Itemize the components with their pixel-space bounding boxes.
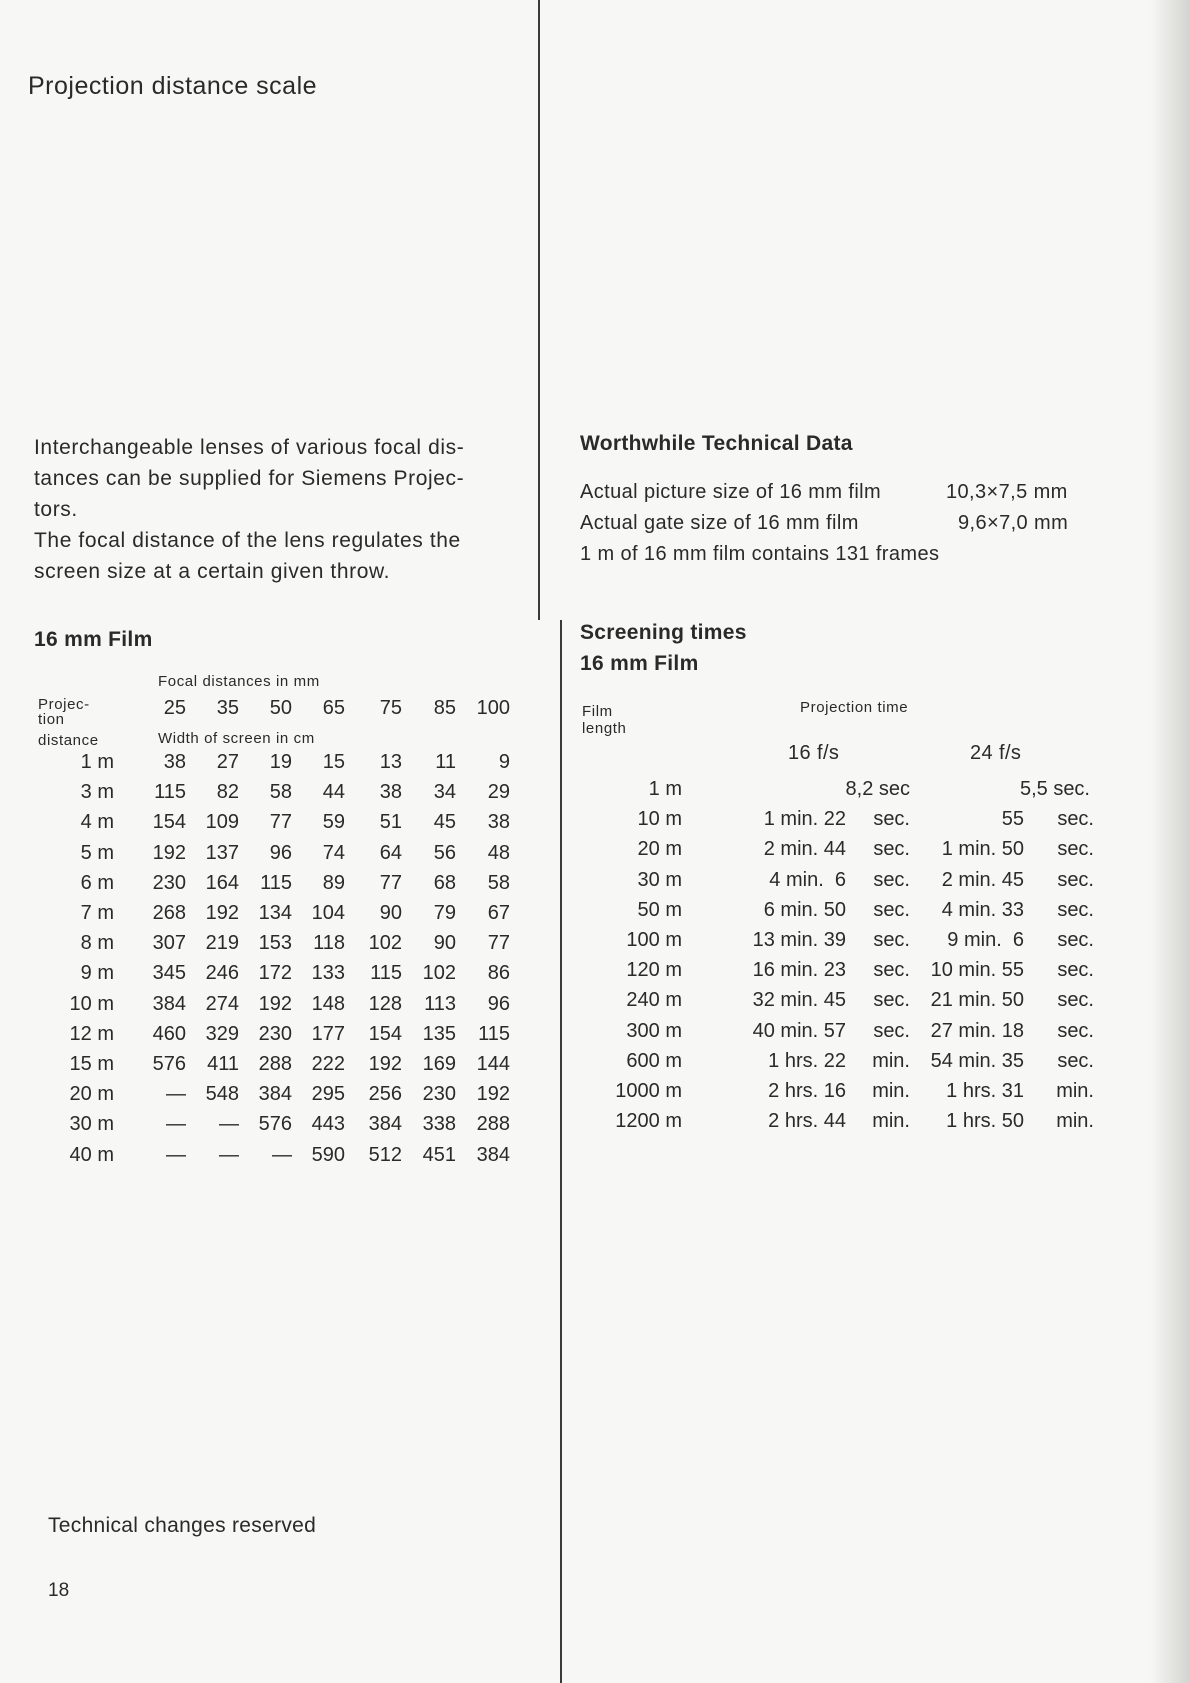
film-length-label-line: Film — [582, 703, 613, 720]
focal-length: 65 — [322, 697, 345, 719]
projection-distance: 30 m — [69, 1113, 114, 1136]
distance-label-line: distance — [38, 732, 99, 749]
film-table-row — [0, 1144, 530, 1174]
screen-width-cell: — — [166, 1143, 186, 1166]
screen-width-cell: 230 — [258, 1022, 292, 1045]
focal-length: 75 — [379, 697, 402, 719]
screen-width-cell: 576 — [152, 1053, 186, 1075]
focal-length: 85 — [433, 697, 456, 719]
screen-width-cell: 192 — [476, 1083, 510, 1106]
screen-width-label: Width of screen in cm — [158, 730, 315, 747]
unit-16fs: sec. — [873, 929, 910, 951]
screen-width-cell: 90 — [433, 932, 456, 955]
intro-line: tors. — [34, 498, 78, 521]
screen-width-cell: 169 — [422, 1053, 456, 1075]
screen-width-cell: 77 — [487, 932, 510, 955]
screen-width-cell: 512 — [368, 1143, 402, 1166]
screen-width-cell: 13 — [379, 751, 402, 773]
projection-time-label: Projection time — [800, 699, 909, 716]
screen-width-cell: 134 — [258, 902, 292, 924]
screening-heading: Screening times — [580, 621, 747, 644]
screen-width-cell: 51 — [379, 811, 402, 834]
screen-width-cell: 15 — [322, 751, 345, 773]
unit-24fs: sec. — [1057, 929, 1094, 951]
unit-16fs: sec. — [873, 838, 910, 861]
screen-width-cell: 338 — [422, 1113, 456, 1136]
screening-subheading: 16 mm Film — [580, 652, 699, 675]
screen-width-cell: — — [166, 1113, 186, 1136]
time-16fs: 13 min. 39 — [752, 929, 846, 951]
screen-width-cell: 9 — [498, 751, 510, 773]
tech-line-label: 1 m of 16 mm film contains 131 frames — [580, 543, 940, 565]
projection-distance: 3 m — [80, 781, 114, 804]
time-24fs: 1 hrs. 50 — [946, 1110, 1024, 1133]
screen-width-cell: 230 — [152, 871, 186, 894]
screen-width-cell: 153 — [258, 932, 292, 955]
screen-width-cell: 246 — [205, 962, 239, 985]
unit-16fs: min. — [872, 1049, 910, 1072]
film-length: 100 m — [626, 929, 682, 951]
time-16fs: 40 min. 57 — [752, 1019, 846, 1042]
screen-width-cell: 68 — [433, 871, 456, 894]
unit-24fs: sec. — [1057, 1019, 1094, 1042]
film-length: 20 m — [637, 838, 682, 861]
time-16fs: 1 min. 22 — [763, 808, 846, 831]
screen-width-cell: 451 — [422, 1143, 456, 1166]
screening-row — [0, 808, 1110, 838]
film-length: 300 m — [626, 1019, 682, 1042]
unit-16fs: sec. — [873, 989, 910, 1012]
screen-width-cell: 118 — [313, 932, 345, 955]
screen-width-cell: 384 — [152, 992, 186, 1015]
screen-width-cell: 67 — [487, 902, 510, 924]
screen-width-cell: 144 — [476, 1053, 510, 1075]
intro-paragraph — [34, 432, 514, 587]
screen-width-cell: 256 — [368, 1083, 402, 1106]
time-24fs: 54 min. 35 — [930, 1049, 1024, 1072]
screen-width-cell: 443 — [311, 1113, 345, 1136]
projection-distance: 15 m — [69, 1053, 114, 1075]
screen-width-cell: 192 — [205, 902, 239, 924]
screening-row — [0, 989, 1110, 1019]
screening-row — [0, 869, 1110, 899]
time-16fs: 6 min. 50 — [763, 898, 846, 921]
unit-24fs: sec. — [1057, 838, 1094, 861]
screen-width-cell: 104 — [311, 902, 345, 924]
screen-width-cell: 460 — [152, 1022, 186, 1045]
time-16fs: 2 hrs. 44 — [768, 1110, 846, 1133]
intro-line: screen size at a certain given throw. — [34, 560, 391, 583]
projection-distance: 1 m — [80, 751, 114, 773]
screen-width-cell: 295 — [311, 1083, 345, 1106]
time-24fs: 2 min. 45 — [941, 868, 1024, 891]
screen-width-cell: 345 — [152, 962, 186, 985]
time-16fs: 8,2 sec — [845, 778, 910, 800]
page-edge-shadow — [1150, 0, 1190, 1683]
screen-width-cell: 384 — [258, 1083, 292, 1106]
time-16fs: 2 min. 44 — [763, 838, 846, 861]
time-24fs: 5,5 sec. — [1019, 778, 1090, 800]
film-length: 240 m — [626, 989, 682, 1012]
screening-row — [0, 778, 1110, 808]
time-24fs: 4 min. 33 — [941, 898, 1024, 921]
focal-length: 50 — [269, 697, 292, 719]
screen-width-cell: 96 — [269, 841, 292, 864]
screen-width-cell: 219 — [205, 932, 239, 955]
tech-line-value: 10,3×7,5 mm — [946, 481, 1068, 503]
page-number: 18 — [48, 1580, 70, 1601]
time-24fs: 55 — [1001, 808, 1024, 831]
screen-width-cell: 164 — [205, 871, 239, 894]
projection-distance: 12 m — [69, 1022, 114, 1045]
time-24fs: 1 hrs. 31 — [946, 1080, 1024, 1102]
focal-distances-label: Focal distances in mm — [158, 673, 320, 690]
screen-width-cell: 38 — [163, 751, 186, 773]
screen-width-cell: 77 — [269, 811, 292, 834]
focal-length: 100 — [476, 697, 510, 719]
screen-width-cell: 38 — [487, 811, 510, 834]
screen-width-cell: 148 — [311, 992, 345, 1015]
unit-24fs: sec. — [1057, 808, 1094, 831]
screen-width-cell: 172 — [258, 962, 292, 985]
screen-width-cell: 411 — [207, 1053, 239, 1075]
screen-width-cell: 230 — [422, 1083, 456, 1106]
screen-width-cell: 137 — [205, 841, 239, 864]
projection-distance: 8 m — [80, 932, 114, 955]
screen-width-cell: 48 — [487, 841, 510, 864]
screen-width-cell: 29 — [487, 781, 510, 804]
time-24fs: 10 min. 55 — [930, 959, 1024, 982]
film-length: 1200 m — [615, 1110, 682, 1133]
projection-distance: 10 m — [69, 992, 114, 1015]
screen-width-cell: 45 — [433, 811, 456, 834]
screen-width-cell: 44 — [322, 781, 345, 804]
focal-length-header-row — [0, 697, 530, 727]
screen-width-cell: 128 — [368, 992, 402, 1015]
intro-line: The focal distance of the lens regulates the — [34, 529, 461, 552]
projection-distance: 4 m — [80, 811, 114, 834]
unit-24fs: sec. — [1057, 898, 1094, 921]
unit-24fs: min. — [1056, 1080, 1094, 1102]
film-length: 1000 m — [615, 1080, 682, 1102]
unit-24fs: sec. — [1057, 959, 1094, 982]
time-16fs: 4 min. 6 — [769, 868, 846, 891]
screen-width-cell: 115 — [260, 871, 292, 894]
screen-width-cell: 192 — [368, 1053, 402, 1075]
screen-width-cell: 222 — [311, 1053, 345, 1075]
time-16fs: 32 min. 45 — [752, 989, 846, 1012]
screen-width-cell: — — [272, 1143, 292, 1166]
film-length: 50 m — [637, 898, 682, 921]
screen-width-cell: 384 — [368, 1113, 402, 1136]
unit-16fs: sec. — [873, 959, 910, 982]
screening-row — [0, 959, 1110, 989]
film-length-label-line: length — [582, 720, 627, 737]
projection-distance: 40 m — [69, 1143, 114, 1166]
screen-width-cell: 135 — [422, 1022, 456, 1045]
projection-distance: 6 m — [80, 871, 114, 894]
time-24fs: 21 min. 50 — [930, 989, 1024, 1012]
screen-width-cell: 590 — [311, 1143, 345, 1166]
unit-16fs: sec. — [873, 868, 910, 891]
focal-length: 25 — [163, 697, 186, 719]
unit-16fs: min. — [872, 1110, 910, 1133]
intro-line: tances can be supplied for Siemens Projec- — [34, 467, 465, 490]
screen-width-cell: 115 — [478, 1022, 510, 1045]
projection-distance: 7 m — [80, 902, 114, 924]
screen-width-cell: 288 — [476, 1113, 510, 1136]
screen-width-cell: 576 — [258, 1113, 292, 1136]
screening-row — [0, 1020, 1110, 1050]
screening-row — [0, 899, 1110, 929]
page-title: Projection distance scale — [28, 72, 318, 100]
film-length: 10 m — [637, 808, 682, 831]
screen-width-cell: 133 — [311, 962, 345, 985]
screen-width-cell: 288 — [258, 1053, 292, 1075]
screen-width-cell: 177 — [311, 1022, 345, 1045]
projection-distance: 9 m — [80, 962, 114, 985]
screen-width-cell: 89 — [322, 871, 345, 894]
time-24fs: 27 min. 18 — [930, 1019, 1024, 1042]
focal-length: 35 — [216, 697, 239, 719]
screen-width-cell: 113 — [424, 992, 456, 1015]
tech-line-value: 9,6×7,0 mm — [958, 512, 1069, 534]
screen-width-cell: 329 — [205, 1022, 239, 1045]
tech-line-label: Actual picture size of 16 mm film — [580, 481, 882, 503]
screening-row — [0, 929, 1110, 959]
screen-width-cell: 59 — [322, 811, 345, 834]
film-table-row — [0, 751, 530, 781]
time-24fs: 1 min. 50 — [941, 838, 1024, 861]
screen-width-cell: 64 — [379, 841, 402, 864]
screen-width-cell: 58 — [487, 871, 510, 894]
screening-row — [0, 1080, 1110, 1110]
screen-width-cell: 56 — [433, 841, 456, 864]
unit-24fs: min. — [1056, 1110, 1094, 1133]
col-16fs-header: 16 f/s — [788, 742, 840, 764]
screening-row — [0, 838, 1110, 868]
screen-width-cell: 90 — [379, 902, 402, 924]
unit-16fs: sec. — [873, 808, 910, 831]
unit-24fs: sec. — [1057, 989, 1094, 1012]
screen-width-cell: 74 — [322, 841, 345, 864]
distance-label-line: Projec- — [38, 696, 90, 713]
column-divider — [538, 0, 540, 620]
unit-16fs: sec. — [873, 898, 910, 921]
screen-width-cell: 86 — [487, 962, 510, 985]
screen-width-cell: — — [219, 1113, 239, 1136]
projection-distance: 5 m — [80, 841, 114, 864]
time-24fs: 9 min. 6 — [947, 929, 1024, 951]
screen-width-cell: 384 — [476, 1143, 510, 1166]
projection-distance: 20 m — [69, 1083, 114, 1106]
screen-width-cell: 34 — [433, 781, 456, 804]
screen-width-cell: 82 — [216, 781, 239, 804]
screen-width-cell: 274 — [205, 992, 239, 1015]
film-length: 600 m — [626, 1049, 682, 1072]
unit-16fs: min. — [872, 1080, 910, 1102]
screen-width-cell: 11 — [435, 751, 456, 773]
screen-width-cell: 268 — [152, 902, 186, 924]
screen-width-cell: 192 — [152, 841, 186, 864]
screen-width-cell: 548 — [205, 1083, 239, 1106]
screen-width-cell: 154 — [368, 1022, 402, 1045]
film-length: 120 m — [626, 959, 682, 982]
screen-width-cell: 38 — [379, 781, 402, 804]
film-table-heading: 16 mm Film — [34, 628, 153, 651]
distance-label-line: tion — [38, 711, 65, 728]
screen-width-cell: 102 — [422, 962, 456, 985]
tech-data-heading: Worthwhile Technical Data — [580, 432, 853, 455]
screen-width-cell: 307 — [152, 932, 186, 955]
screen-width-cell: — — [219, 1143, 239, 1166]
screen-width-cell: 154 — [152, 811, 186, 834]
screen-width-cell: 96 — [487, 992, 510, 1015]
unit-24fs: sec. — [1057, 1049, 1094, 1072]
screen-width-cell: 192 — [258, 992, 292, 1015]
screen-width-cell: 102 — [368, 932, 402, 955]
unit-24fs: sec. — [1057, 868, 1094, 891]
screen-width-cell: — — [166, 1083, 186, 1106]
screen-width-cell: 115 — [154, 781, 186, 804]
footer-note: Technical changes reserved — [48, 1514, 317, 1537]
screen-width-cell: 115 — [370, 962, 402, 985]
screen-width-cell: 77 — [379, 871, 402, 894]
screen-width-cell: 79 — [433, 902, 456, 924]
screen-width-cell: 19 — [269, 751, 292, 773]
time-16fs: 2 hrs. 16 — [768, 1080, 846, 1102]
screen-width-cell: 27 — [216, 751, 239, 773]
screen-width-cell: 58 — [269, 781, 292, 804]
film-length: 1 m — [648, 778, 682, 800]
film-length: 30 m — [637, 868, 682, 891]
time-16fs: 1 hrs. 22 — [768, 1049, 846, 1072]
tech-line-label: Actual gate size of 16 mm film — [580, 512, 859, 534]
screen-width-cell: 109 — [205, 811, 239, 834]
screening-row — [0, 1050, 1110, 1080]
screening-row — [0, 1110, 1110, 1140]
time-16fs: 16 min. 23 — [752, 959, 846, 982]
unit-16fs: sec. — [873, 1019, 910, 1042]
intro-line: Interchangeable lenses of various focal dis- — [34, 436, 465, 459]
col-24fs-header: 24 f/s — [970, 742, 1022, 764]
